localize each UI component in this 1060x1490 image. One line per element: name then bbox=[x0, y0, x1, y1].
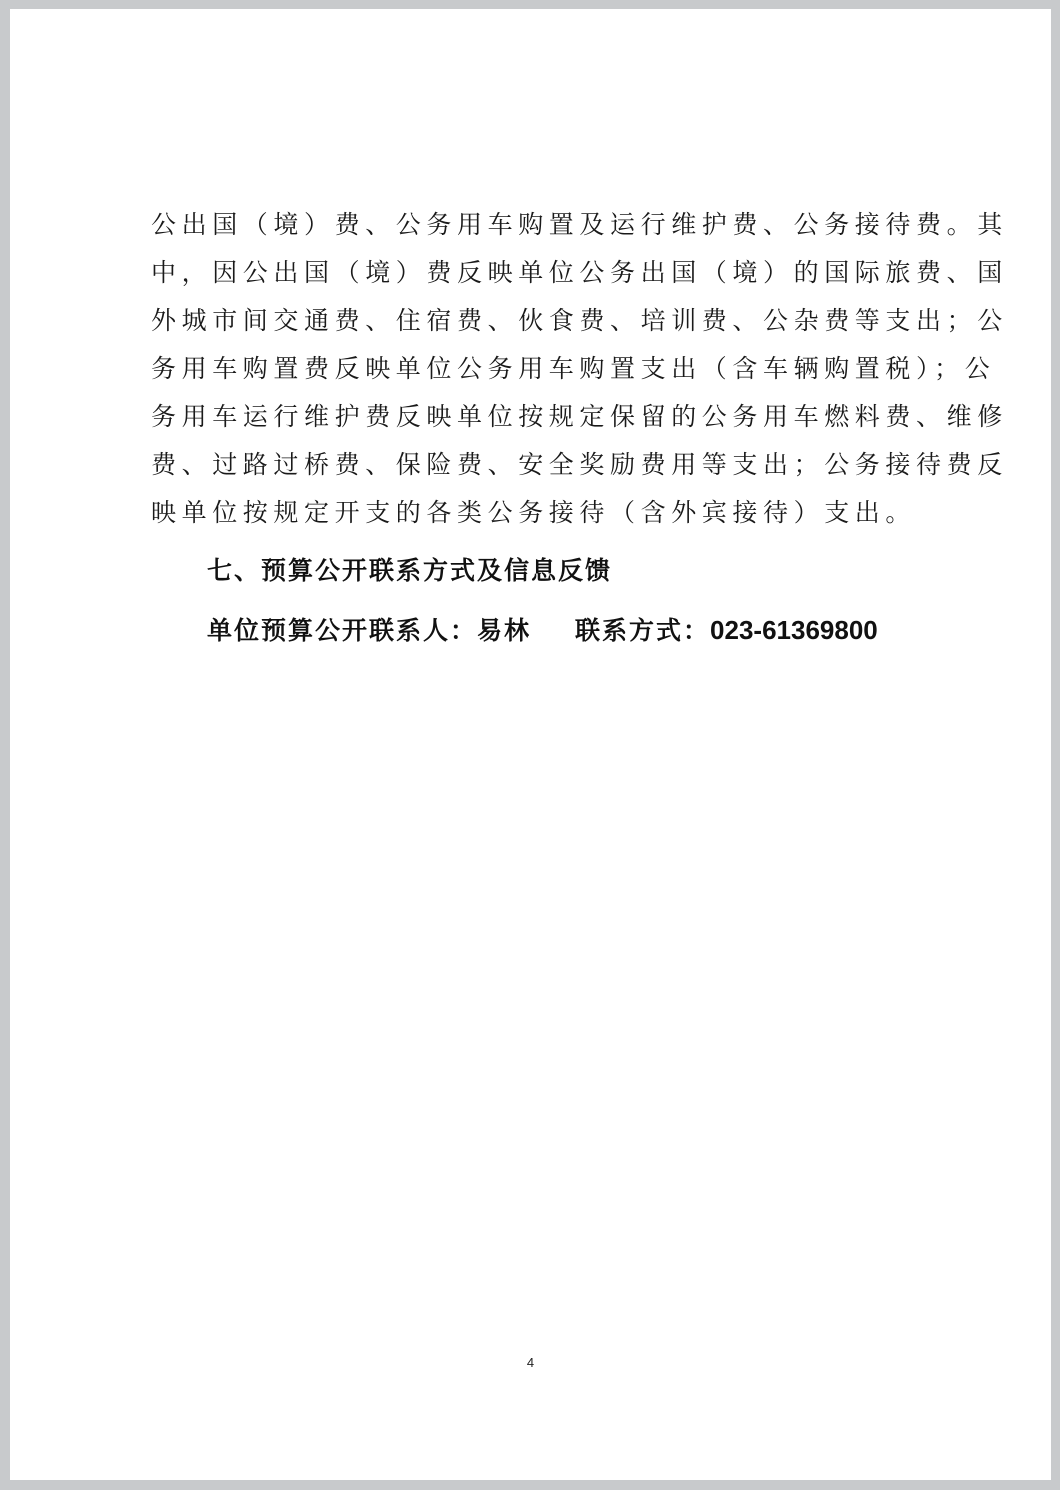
paragraph-public-expenses bbox=[151, 201, 1008, 537]
paragraph-line: 中，因公出国（境）费反映单位公务出国（境）的国际旅费、国 bbox=[151, 258, 1008, 287]
paragraph-line: 映单位按规定开支的各类公务接待（含外宾接待）支出。 bbox=[151, 498, 917, 527]
contact-person: 单位预算公开联系人：易林 bbox=[207, 616, 532, 645]
contact-line bbox=[207, 606, 878, 655]
contact-method-label: 联系方式： bbox=[575, 616, 711, 645]
paragraph-line: 公出国（境）费、公务用车购置及运行维护费、公务接待费。其 bbox=[151, 210, 1008, 239]
page-number: 4 bbox=[526, 1355, 535, 1370]
paragraph-line: 务用车购置费反映单位公务用车购置支出（含车辆购置税）；公 bbox=[151, 354, 996, 383]
paragraph-line: 外城市间交通费、住宿费、伙食费、培训费、公杂费等支出；公 bbox=[151, 306, 1008, 335]
section-heading: 七、预算公开联系方式及信息反馈 bbox=[207, 556, 613, 585]
paragraph-line: 费、过路过桥费、保险费、安全奖励费用等支出；公务接待费反 bbox=[151, 450, 1008, 479]
contact-phone: 023-61369800 bbox=[710, 615, 878, 645]
paragraph-line: 务用车运行维护费反映单位按规定保留的公务用车燃料费、维修 bbox=[151, 402, 1008, 431]
document-page bbox=[10, 9, 1051, 1480]
